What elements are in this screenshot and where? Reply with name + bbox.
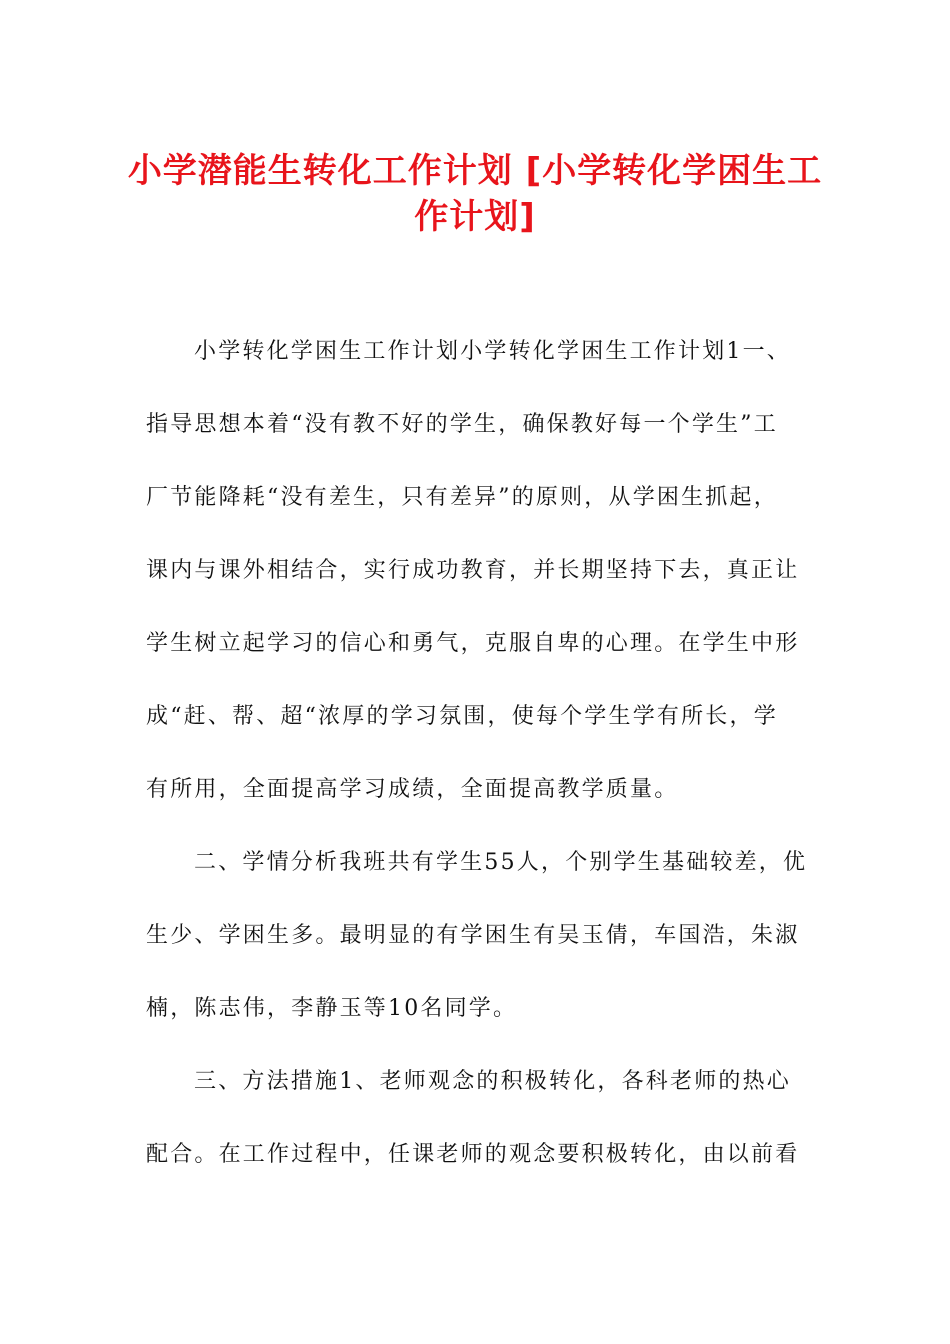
text-line: 生少、学困生多。最明显的有学困生有吴玉倩，车国浩，朱淑 <box>146 923 800 948</box>
text-line: 二、学情分析我班共有学生55人，个别学生基础较差，优 <box>194 850 808 875</box>
text-line: 课内与课外相结合，实行成功教育，并长期坚持下去，真正让 <box>146 558 800 583</box>
text-line: 配合。在工作过程中，任课老师的观念要积极转化，由以前看 <box>146 1142 800 1167</box>
text-line: 学生树立起学习的信心和勇气，克服自卑的心理。在学生中形 <box>146 631 800 656</box>
text-line: 有所用，全面提高学习成绩，全面提高教学质量。 <box>146 777 679 802</box>
text-line: 楠，陈志伟，李静玉等10名同学。 <box>146 996 518 1021</box>
document-body <box>146 322 806 1198</box>
title-line-2: 作计划] <box>414 197 536 237</box>
text-line: 厂节能降耗“没有差生，只有差异”的原则，从学困生抓起， <box>146 485 778 510</box>
text-line: 成“赶、帮、超“浓厚的学习氛围，使每个学生学有所长，学 <box>146 704 778 729</box>
document-title <box>120 148 830 240</box>
title-line-1: 小学潜能生转化工作计划 [小学转化学困生工 <box>127 151 823 191</box>
text-line: 指导思想本着“没有教不好的学生，确保教好每一个学生”工 <box>146 412 778 437</box>
text-line: 小学转化学困生工作计划小学转化学困生工作计划1一、 <box>194 339 791 364</box>
text-line: 三、方法措施1、老师观念的积极转化，各科老师的热心 <box>194 1069 791 1094</box>
